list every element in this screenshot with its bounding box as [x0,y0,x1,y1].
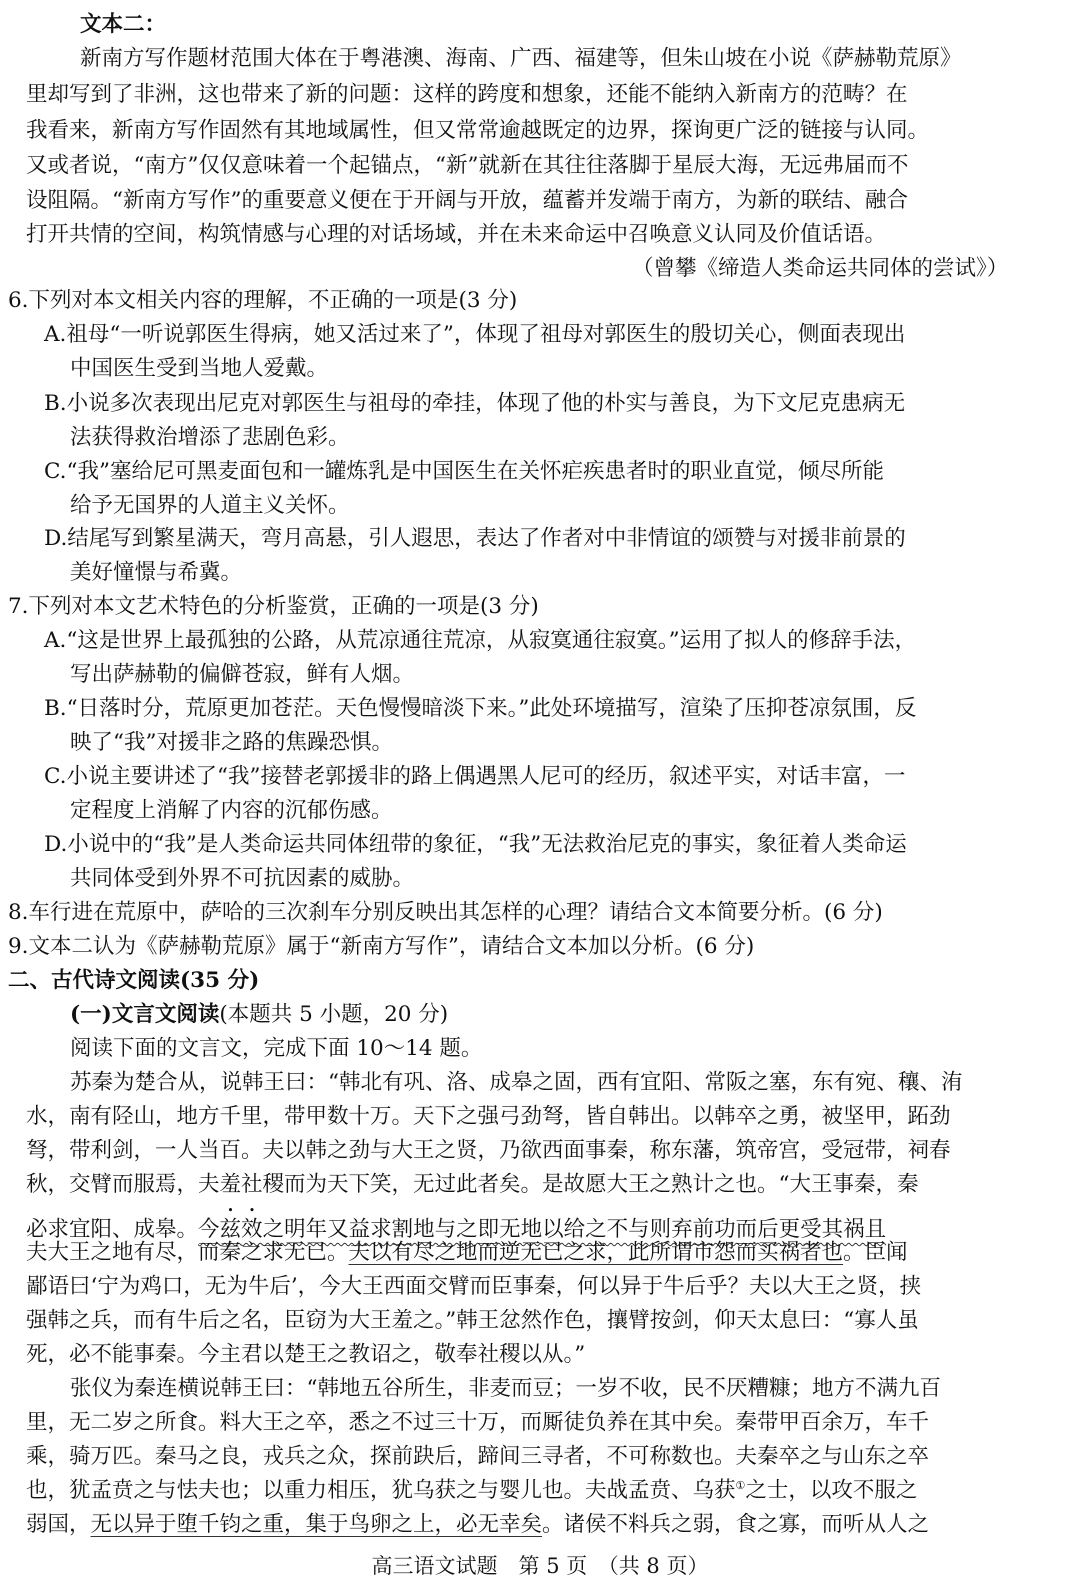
question-6-stem: 6.下列对本文相关内容的理解，不正确的一项是(3 分) [8,288,518,313]
classical-line: 鄙语曰‘宁为鸡口，无为牛后’，今大王西面交臂而臣事秦，何以异于牛后乎？夫以大王之贤，挟 [26,1274,922,1299]
text2-line: 设阻隔。“新南方写作”的重要意义便在于开阔与开放，蕴蓄并发端于南方，为新的联结、融合 [26,188,908,213]
question-6-option-d: D.结尾写到繁星满天，弯月高悬，引人遐思，表达了作者对中非情谊的颂赞与对援非前景的 [44,526,906,551]
classical-text: 。臣闻 [843,1240,908,1265]
question-6-option-c-cont: 给予无国界的人道主义关怀。 [70,493,350,518]
question-7-option-b-cont: 映了“我”对援非之路的焦躁恐惧。 [70,730,393,755]
text2-heading: 文本二： [80,12,167,37]
question-6-option-c: C.“我”塞给尼可黑麦面包和一罐炼乳是中国医生在关怀疟疾患者时的职业直觉，倾尽所能 [44,459,885,484]
text2-line: 又或者说，“南方”仅仅意味着一个起锚点，“新”就新在其往往落脚于星辰大海，无远弗届而不 [26,153,909,178]
emphasized-char: 效 [241,1217,263,1242]
wavy-underlined-passage: 今兹效之明年又益求割地与之即无地以给之不与则弃前功而后更受其祸且 [198,1217,887,1242]
question-6-option-b-cont: 法获得救治增添了悲剧色彩。 [70,425,350,450]
emphasized-char: 兹 [219,1217,242,1242]
question-7-option-d: D.小说中的“我”是人类命运共同体纽带的象征，“我”无法救治尼克的事实，象征着人类命运 [44,832,907,857]
section-2-title: 二、古代诗文阅读(35 分) [8,968,260,993]
classical-line [26,1238,908,1268]
classical-text: 夫大王之地有尽，而秦之求无已。 [26,1240,349,1265]
classical-line: 里，无二岁之所食。料大王之卒，悉之不过三十万，而厮徒负养在其中矣。秦带甲百余万，车千 [26,1410,930,1435]
classical-line: 也，犹孟贲之与怯夫也；以重力相压，犹乌获之与婴儿也。夫战孟贲、乌获①之士，以攻不服之 [26,1478,918,1503]
classical-line: 张仪为秦连横说韩王曰：“韩地五谷所生，非麦而豆；一岁不收，民不厌糟糠；地方不满九百 [70,1376,941,1401]
classical-line: 水，南有陉山，地方千里，带甲数十万。天下之强弓劲弩，皆自韩出。以韩卒之勇，被坚甲，跖劲 [26,1104,951,1129]
classical-line: 强韩之兵，而有牛后之名，臣窃为大王羞之。”韩王忿然作色，攘臂按剑，仰天太息曰：“寡人虽 [26,1308,919,1333]
question-7-option-a: A.“这是世界上最孤独的公路，从荒凉通往荒凉，从寂寞通往寂寞。”运用了拟人的修辞手法， [44,628,917,653]
subsection-title: (一)文言文阅读 [70,1002,220,1027]
question-7-option-b: B.“日落时分，荒原更加苍茫。天色慢慢暗淡下来。”此处环境描写，渲染了压抑苍凉氛围，反 [44,696,917,721]
text2-line: 打开共情的空间，构筑情感与心理的对话场域，并在未来命运中召唤意义认同及价值话语。 [26,222,887,247]
question-8: 8.车行进在荒原中，萨哈的三次刹车分别反映出其怎样的心理？请结合文本简要分析。(6 分) [8,900,883,925]
classical-text: 必求宜阳、成皋。 [26,1217,199,1242]
page-footer: 高三语文试题 第 5 页 （共 8 页） [371,1554,709,1578]
reading-instruction: 阅读下面的文言文，完成下面 10～14 题。 [70,1036,483,1061]
question-6-option-a: A.祖母“一听说郭医生得病，她又活过来了”，体现了祖母对郭医生的殷切关心，侧面表现出 [44,322,906,347]
classical-line: 苏秦为楚合从，说韩王曰：“韩北有巩、洛、成皋之固，西有宜阳、常阪之塞，东有宛、穰、洧 [70,1070,963,1095]
question-7-option-d-cont: 共同体受到外界不可抗因素的威胁。 [70,866,415,891]
classical-line: 死，必不能事秦。今主君以楚王之教诏之，敬奉社稷以从。” [26,1342,586,1367]
text2-line: 我看来，新南方写作固然有其地域属性，但又常常逾越既定的边界，探询更广泛的链接与认同。 [26,118,930,143]
question-7-option-a-cont: 写出萨赫勒的偏僻苍寂，鲜有人烟。 [70,662,415,687]
question-6-option-d-cont: 美好憧憬与希冀。 [70,560,243,585]
classical-line: 弱国，无以异于堕千钧之重，集于鸟卵之上，必无幸矣。诸侯不料兵之弱，食之寡，而听从人之 [26,1512,930,1537]
question-6-option-a-cont: 中国医生受到当地人爱戴。 [70,356,329,381]
underlined-sentence: 夫以有尽之地而逆无已之求，此所谓市怨而买祸者也 [348,1240,844,1265]
question-7-option-c-cont: 定程度上消解了内容的沉郁伤感。 [70,798,393,823]
classical-line: 秋，交臂而服焉，夫羞社稷而为天下笑，无过此者矣。是故愿大王之熟计之也。“大王事秦，秦 [26,1172,919,1197]
classical-line: 弩，带利剑，一人当百。夫以韩之劲与大王之贤，乃欲西面事秦，称东藩，筑帝宫，受冠带，祠春 [26,1138,951,1163]
question-7-option-c: C.小说主要讲述了“我”接替老郭援非的路上偶遇黑人尼可的经历，叙述平实，对话丰富，一 [44,764,906,789]
underlined-sentence: 无以异于堕千钧之重，集于鸟卵之上，必无幸矣 [90,1512,543,1537]
classical-line [26,1204,887,1242]
footnote-marker: ① [735,1478,746,1492]
text2-line: 新南方写作题材范围大体在于粤港澳、海南、广西、福建等，但朱山坡在小说《萨赫勒荒原》 [80,46,962,71]
text2-line: 里却写到了非洲，这也带来了新的问题：这样的跨度和想象，还能不能纳入新南方的范畴？在 [26,82,908,107]
question-7-stem: 7.下列对本文艺术特色的分析鉴赏，正确的一项是(3 分) [8,594,539,619]
text2-source: （曾攀《缔造人类命运共同体的尝试》） [632,256,1009,281]
question-9: 9.文本二认为《萨赫勒荒原》属于“新南方写作”，请结合文本加以分析。(6 分) [8,934,755,959]
classical-line: 乘，骑万匹。秦马之良，戎兵之众，探前趹后，蹄间三寻者，不可称数也。夫秦卒之与山东之卒 [26,1444,930,1469]
subsection-note: (本题共 5 小题，20 分) [219,1002,449,1027]
question-6-option-b: B.小说多次表现出尼克对郭医生与祖母的牵挂，体现了他的朴实与善良，为下文尼克患病无 [44,391,906,416]
subsection-heading [70,1000,448,1030]
